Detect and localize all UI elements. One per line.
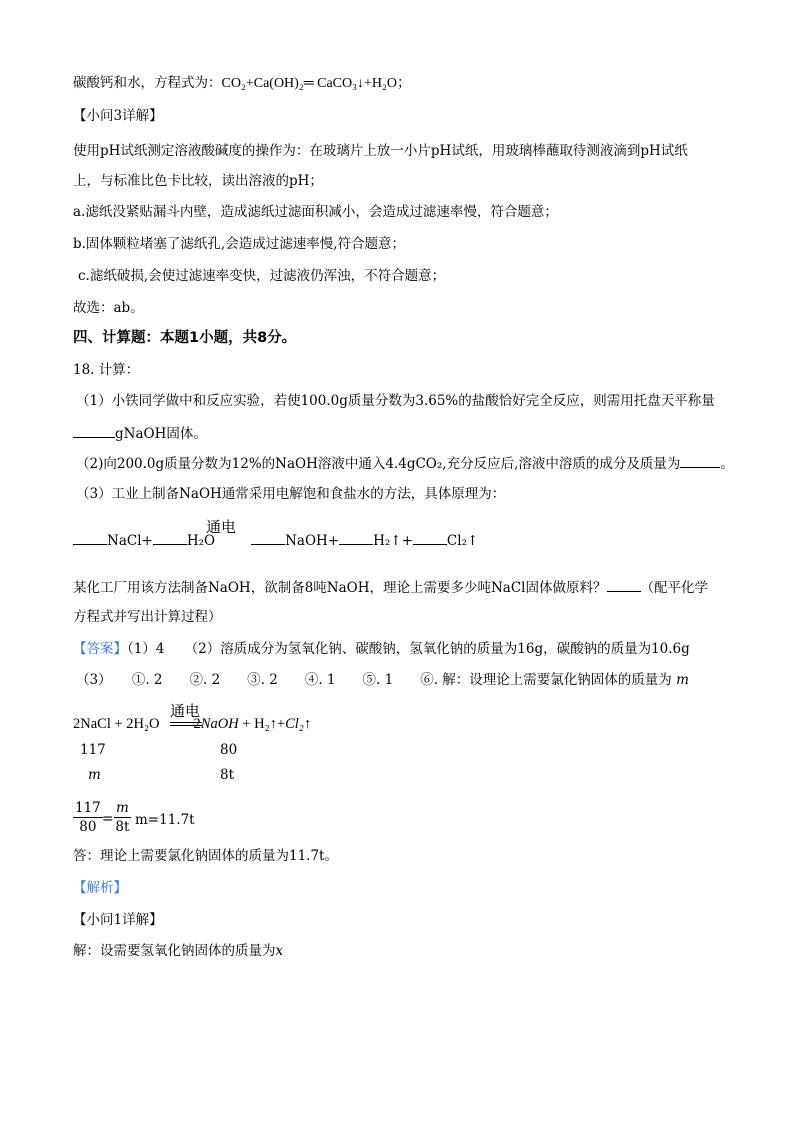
ph-procedure-line2: 上，与标准比色卡比较，读出溶液的pH； [73,173,323,189]
solution-start: 解：设需要氢氧化钠固体的质量为x [73,943,284,959]
option-c: c.滤纸破损,会使过滤速率变快，过滤液仍浑浊，不符合题意； [78,268,446,284]
coef-blank [73,530,107,545]
molar-mass-nacl: 117 [80,742,106,758]
section-heading: 四、计算题：本题1小题，共8分。 [73,330,297,346]
coef-blank [153,530,187,545]
analysis-tag: 【解析】 [73,880,127,896]
equation-line-co2: 碳酸钙和水，方程式为：CO₂+Ca(OH)₂═ CaCO₃↓+H₂O； [73,75,411,91]
option-b: b.固体颗粒堵塞了滤纸孔,会造成过滤速率慢,符合题意； [73,236,406,252]
q2-line: （2)向200.0g质量分数为12%的NaOH溶液中通入4.4gCO₂,充分反应后,溶液中溶质的成分及质量为 。 [76,453,734,474]
q1-line2: gNaOH固体。 [73,423,207,444]
question-18: 18. 计算： [73,362,140,378]
coef-blank [339,530,373,545]
answer-blank [607,577,641,592]
conclusion: 答：理论上需要氯化钠固体的质量为11.7t。 [73,848,338,864]
result: m=11.7t [135,812,195,828]
unknown-mass: m [88,767,101,783]
answer-line-3: （3） ①. 2 ②. 2 ③. 2 ④. 1 ⑤. 1 ⑥. 解：设理论上需要氯化钠固体的质量为 m [76,672,689,688]
fraction-117-80: $\frac{117}{80}$ [75,800,101,835]
electrolysis-equation: NaCl+ H₂O NaOH+ H₂↑+ Cl₂↑ [73,530,478,551]
ph-procedure-line1: 使用pH试纸测定溶液酸碱度的操作为：在玻璃片上放一小片pH试纸，用玻璃棒蘸取待测液滴到pH试纸 [73,143,688,159]
answer-tag: 【答案】 [73,641,127,657]
coef-blank [251,530,285,545]
fraction-m-8t: $\frac{m}{8t}$ [115,800,130,835]
coef-blank [413,530,447,545]
equals-sign: = [102,811,114,827]
answer-blank [73,423,115,438]
balanced-equation: 2NaCl + 2H₂O 2NaOH + H₂↑+Cl₂↑ [73,716,312,732]
option-a: a.滤纸没紧贴漏斗内壁，造成滤纸过滤面积减小，会造成过滤速率慢，符合题意； [73,204,558,220]
electrolysis-condition-2: 通电 [170,702,201,720]
sub1-header: 【小问1详解】 [73,912,163,928]
choice-line: 故选：ab。 [73,300,144,316]
naoh-mass: 8t [220,767,235,783]
sub3-header: 【小问3详解】 [73,108,163,124]
q3-line1: 某化工厂用该方法制备NaOH，欲制备8吨NaOH，理论上需要多少吨NaCl固体做原料？ （配平化学 [73,577,708,598]
q3-intro: （3）工业上制备NaOH通常采用电解饱和食盐水的方法，具体原理为： [76,486,506,502]
q3-line2: 方程式并写出计算过程） [73,609,222,625]
answer-line-1: 【答案】（1）4 （2）溶质成分为氢氧化钠、碳酸钠，氢氧化钠的质量为16g，碳酸钠的质量为10.6g [73,641,690,657]
molar-mass-naoh: 80 [220,742,238,758]
answer-blank [680,453,720,468]
q1-line1: （1）小铁同学做中和反应实验，若使100.0g质量分数为3.65%的盐酸恰好完全反应，则需用托盘天平称量 [76,393,715,409]
electrolysis-condition: 通电 [206,518,237,536]
